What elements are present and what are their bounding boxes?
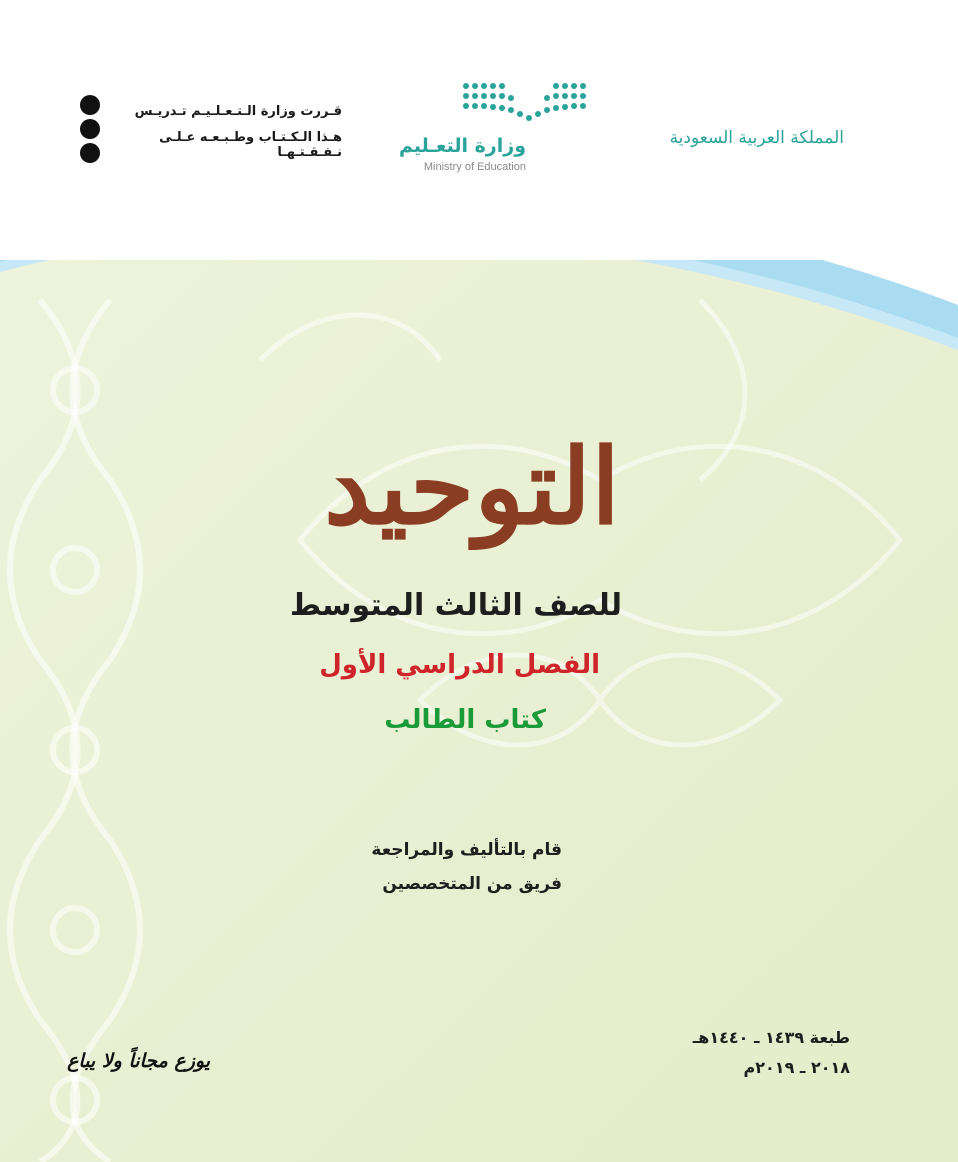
ministry-logo-icon [462,80,590,124]
semester-label: الفصل الدراسي الأول [319,650,600,680]
grade-label: للصف الثالث المتوسط [289,588,622,623]
edition-gregorian: ٢٠١٨ ـ ٢٠١٩م [743,1058,850,1077]
ministry-name-english: Ministry of Education [423,161,526,173]
authors-line1: قام بالتأليف والمراجعة [371,840,562,860]
ministry-name-arabic: وزارة التعـليم [398,135,526,157]
book-title: التوحيد [324,425,620,548]
book-type-label: كتاب الطالب [384,705,546,735]
kingdom-name: المملكة العربية السعودية [669,128,844,148]
free-distribution-notice: يوزع مجاناً ولا يباع [67,1050,210,1072]
approval-statement-line2: هـذا الـكـتـاب وطـبـعـه عـلـى نـفـقـتـهـا [159,130,342,160]
bullet-dot-icon [80,95,100,115]
approval-statement-line1: قـررت وزارة الـتـعـلـيـم تـدريـس [134,104,342,119]
edition-hijri: طبعة ١٤٣٩ ـ ١٤٤٠هـ [692,1028,850,1047]
authors-line2: فريق من المتخصصين [382,874,562,894]
bullet-dot-icon [80,119,100,139]
bullet-dot-icon [80,143,100,163]
